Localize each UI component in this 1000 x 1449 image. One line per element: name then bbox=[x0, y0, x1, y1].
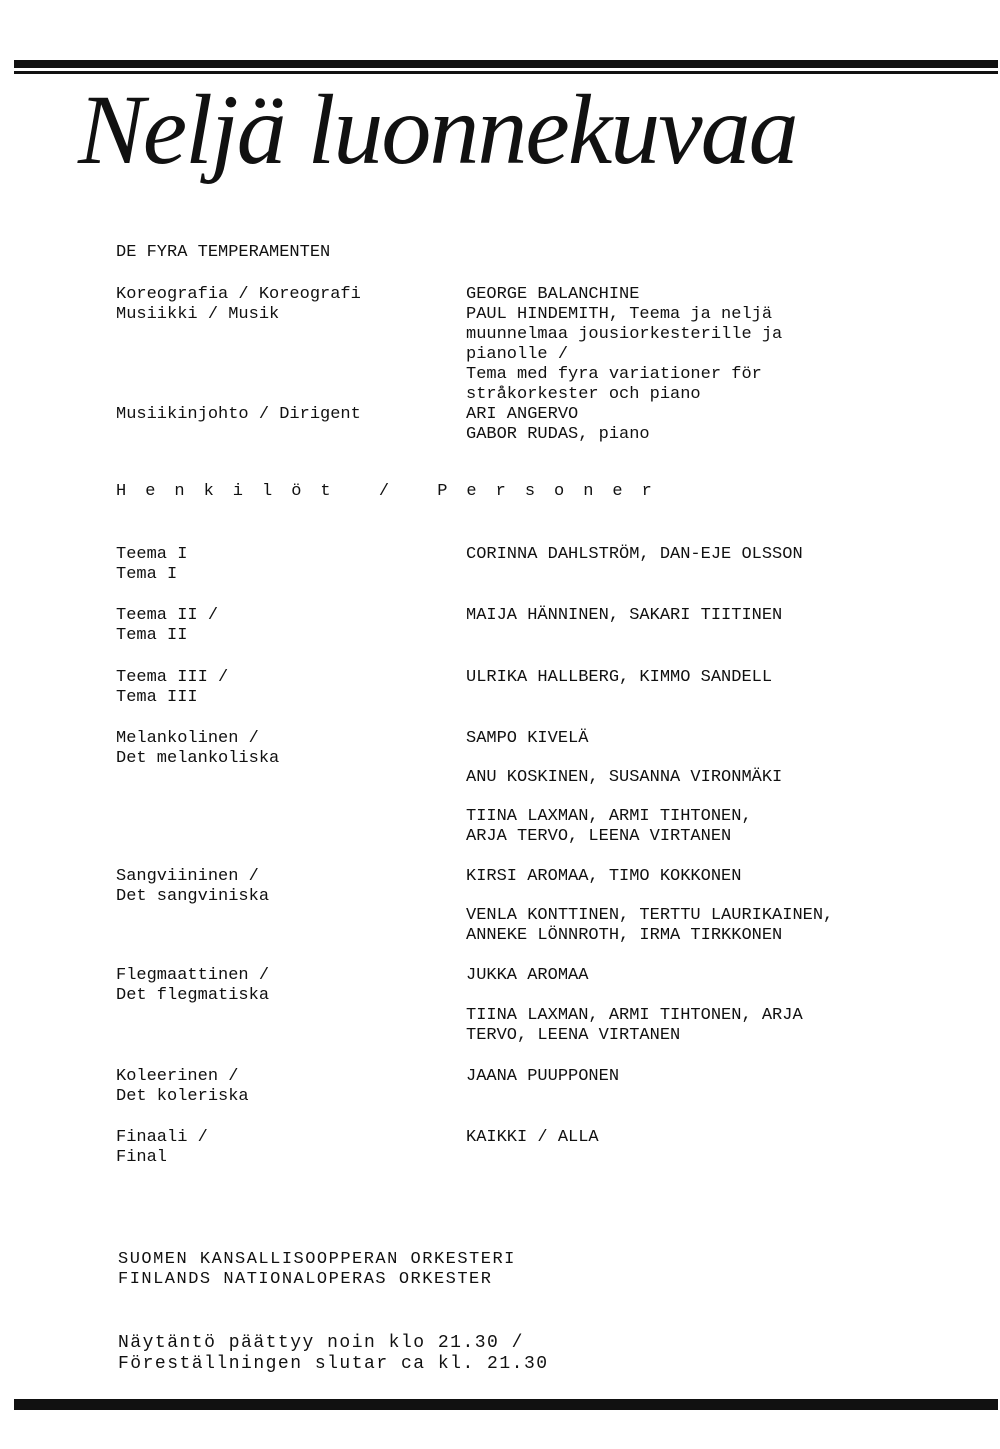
credit-value: PAUL HINDEMITH, Teema ja neljä muunnelmaa jousiorkesterille ja pianolle / Tema med fyra variationer för stråkorkester och piano bbox=[466, 305, 783, 404]
top-rule-thick bbox=[14, 60, 998, 68]
role-group: VENLA KONTTINEN, TERTTU LAURIKAINEN, ANNEKE LÖNNROTH, IRMA TIRKKONEN bbox=[466, 906, 834, 945]
role-label: Teema III / Tema III bbox=[116, 668, 229, 707]
role-dancers: SAMPO KIVELÄ bbox=[466, 729, 589, 748]
role-label: Teema II / Tema II bbox=[116, 606, 219, 645]
role-dancers: ULRIKA HALLBERG, KIMMO SANDELL bbox=[466, 668, 773, 687]
role-label: Koleerinen / Det koleriska bbox=[116, 1067, 249, 1106]
role-label: Sangviininen / Det sangviniska bbox=[116, 867, 270, 906]
role-dancers: KAIKKI / ALLA bbox=[466, 1128, 599, 1147]
role-dancers: JAANA PUUPPONEN bbox=[466, 1067, 620, 1086]
role-dancers: MAIJA HÄNNINEN, SAKARI TIITINEN bbox=[466, 606, 783, 625]
role-label: Flegmaattinen / Det flegmatiska bbox=[116, 966, 270, 1005]
performance-end-time: Näytäntö päättyy noin klo 21.30 / Föreställningen slutar ca kl. 21.30 bbox=[118, 1333, 549, 1374]
role-dancers: CORINNA DAHLSTRÖM, DAN-EJE OLSSON bbox=[466, 545, 803, 564]
bottom-rule bbox=[14, 1399, 998, 1410]
role-label: Finaali / Final bbox=[116, 1128, 208, 1167]
credit-value: GEORGE BALANCHINE bbox=[466, 285, 640, 304]
credit-value: ARI ANGERVO GABOR RUDAS, piano bbox=[466, 405, 650, 444]
role-group: ANU KOSKINEN, SUSANNA VIRONMÄKI bbox=[466, 768, 783, 787]
persons-heading: Henkilöt / Personer bbox=[116, 482, 671, 501]
role-dancers: KIRSI AROMAA, TIMO KOKKONEN bbox=[466, 867, 742, 886]
role-label: Teema I Tema I bbox=[116, 545, 188, 584]
role-group: TIINA LAXMAN, ARMI TIHTONEN, ARJA TERVO, LEENA VIRTANEN bbox=[466, 807, 752, 846]
role-group: TIINA LAXMAN, ARMI TIHTONEN, ARJA TERVO, LEENA VIRTANEN bbox=[466, 1006, 803, 1045]
role-label: Melankolinen / Det melankoliska bbox=[116, 729, 280, 768]
orchestra-credit: SUOMEN KANSALLISOOPPERAN ORKESTERI FINLANDS NATIONALOPERAS ORKESTER bbox=[118, 1250, 516, 1289]
credit-label: Musiikinjohto / Dirigent bbox=[116, 405, 361, 424]
role-dancers: JUKKA AROMAA bbox=[466, 966, 589, 985]
subtitle: DE FYRA TEMPERAMENTEN bbox=[116, 243, 331, 262]
page-title: Neljä luonnekuvaa bbox=[78, 74, 797, 185]
credit-label: Musiikki / Musik bbox=[116, 305, 280, 324]
credit-label: Koreografia / Koreografi bbox=[116, 285, 361, 304]
